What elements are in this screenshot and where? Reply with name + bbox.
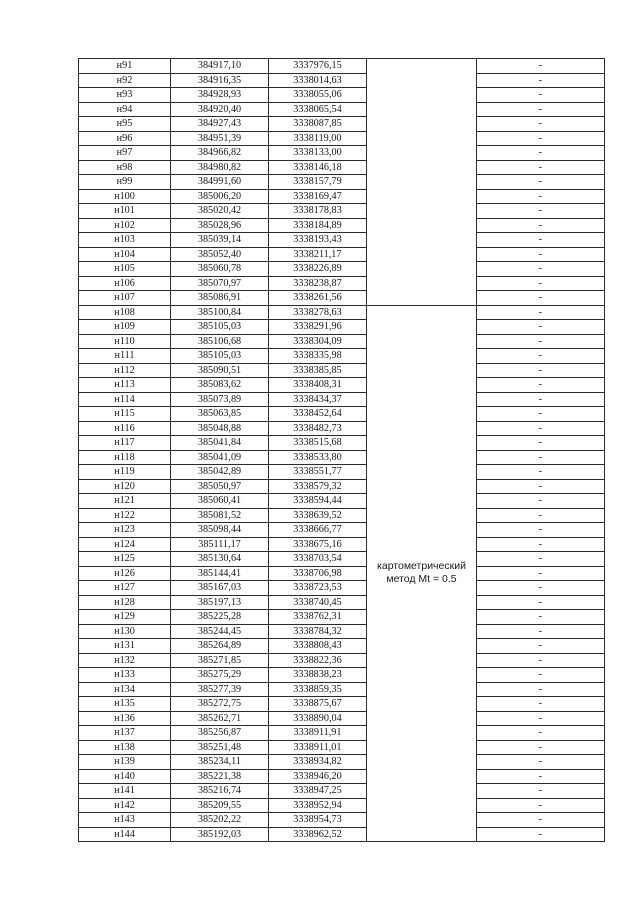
y-coordinate-cell: 3338119,00 — [269, 131, 367, 146]
y-coordinate-cell: 3338639,52 — [269, 508, 367, 523]
table-row — [79, 88, 605, 103]
table-row — [79, 508, 605, 523]
y-coordinate-cell: 3338784,32 — [269, 624, 367, 639]
y-coordinate-cell: 3338238,87 — [269, 276, 367, 291]
table-row — [79, 755, 605, 770]
x-coordinate-cell: 385063,85 — [171, 407, 269, 422]
point-id-cell: н135 — [79, 697, 171, 712]
note-cell: - — [477, 320, 605, 335]
y-coordinate-cell: 3338551,77 — [269, 465, 367, 480]
y-coordinate-cell: 3338261,56 — [269, 291, 367, 306]
point-id-cell: н137 — [79, 726, 171, 741]
y-coordinate-cell: 3338911,91 — [269, 726, 367, 741]
y-coordinate-cell: 3338335,98 — [269, 349, 367, 364]
coordinates-table-body — [79, 59, 605, 842]
table-row — [79, 740, 605, 755]
x-coordinate-cell: 384920,40 — [171, 102, 269, 117]
note-cell: - — [477, 508, 605, 523]
y-coordinate-cell: 3338954,73 — [269, 813, 367, 828]
y-coordinate-cell: 3338740,45 — [269, 595, 367, 610]
point-id-cell: н144 — [79, 827, 171, 842]
y-coordinate-cell: 3338408,31 — [269, 378, 367, 393]
y-coordinate-cell: 3338675,16 — [269, 537, 367, 552]
table-row — [79, 276, 605, 291]
note-cell: - — [477, 117, 605, 132]
x-coordinate-cell: 385106,68 — [171, 334, 269, 349]
note-cell: - — [477, 581, 605, 596]
point-id-cell: н126 — [79, 566, 171, 581]
y-coordinate-cell: 3338055,06 — [269, 88, 367, 103]
table-row — [79, 204, 605, 219]
x-coordinate-cell: 385086,91 — [171, 291, 269, 306]
table-row — [79, 334, 605, 349]
note-cell: - — [477, 233, 605, 248]
x-coordinate-cell: 385083,62 — [171, 378, 269, 393]
point-id-cell: н105 — [79, 262, 171, 277]
note-cell: - — [477, 465, 605, 480]
table-row — [79, 305, 605, 320]
point-id-cell: н103 — [79, 233, 171, 248]
y-coordinate-cell: 3338962,52 — [269, 827, 367, 842]
x-coordinate-cell: 385070,97 — [171, 276, 269, 291]
note-cell: - — [477, 305, 605, 320]
point-id-cell: н133 — [79, 668, 171, 683]
x-coordinate-cell: 385042,89 — [171, 465, 269, 480]
table-row — [79, 697, 605, 712]
x-coordinate-cell: 385073,89 — [171, 392, 269, 407]
note-cell: - — [477, 291, 605, 306]
method-text: метод Mt = 0.5 — [386, 573, 457, 586]
point-id-cell: н121 — [79, 494, 171, 509]
table-row — [79, 711, 605, 726]
x-coordinate-cell: 384928,93 — [171, 88, 269, 103]
method-text: картометрический — [377, 560, 466, 573]
note-cell: - — [477, 784, 605, 799]
point-id-cell: н107 — [79, 291, 171, 306]
y-coordinate-cell: 3338723,53 — [269, 581, 367, 596]
x-coordinate-cell: 385100,84 — [171, 305, 269, 320]
point-id-cell: н140 — [79, 769, 171, 784]
y-coordinate-cell: 3338934,82 — [269, 755, 367, 770]
y-coordinate-cell: 3338184,89 — [269, 218, 367, 233]
x-coordinate-cell: 385050,97 — [171, 479, 269, 494]
point-id-cell: н141 — [79, 784, 171, 799]
y-coordinate-cell: 3338762,31 — [269, 610, 367, 625]
table-row — [79, 479, 605, 494]
table-row — [79, 552, 605, 567]
coordinates-table — [78, 58, 605, 842]
note-cell: - — [477, 262, 605, 277]
note-cell: - — [477, 740, 605, 755]
table-row — [79, 392, 605, 407]
y-coordinate-cell: 3338169,47 — [269, 189, 367, 204]
point-id-cell: н125 — [79, 552, 171, 567]
point-id-cell: н128 — [79, 595, 171, 610]
note-cell: - — [477, 537, 605, 552]
note-cell: - — [477, 682, 605, 697]
point-id-cell: н115 — [79, 407, 171, 422]
table-row — [79, 102, 605, 117]
table-row — [79, 653, 605, 668]
note-cell: - — [477, 102, 605, 117]
point-id-cell: н117 — [79, 436, 171, 451]
point-id-cell: н124 — [79, 537, 171, 552]
note-cell: - — [477, 247, 605, 262]
note-cell: - — [477, 59, 605, 74]
x-coordinate-cell: 385271,85 — [171, 653, 269, 668]
y-coordinate-cell: 3338157,79 — [269, 175, 367, 190]
note-cell: - — [477, 624, 605, 639]
x-coordinate-cell: 385041,09 — [171, 450, 269, 465]
table-row — [79, 595, 605, 610]
y-coordinate-cell: 3338666,77 — [269, 523, 367, 538]
note-cell: - — [477, 813, 605, 828]
x-coordinate-cell: 385225,28 — [171, 610, 269, 625]
note-cell: - — [477, 88, 605, 103]
x-coordinate-cell: 385234,11 — [171, 755, 269, 770]
x-coordinate-cell: 385028,96 — [171, 218, 269, 233]
table-row — [79, 769, 605, 784]
y-coordinate-cell: 3338579,32 — [269, 479, 367, 494]
y-coordinate-cell: 3338434,37 — [269, 392, 367, 407]
x-coordinate-cell: 384966,82 — [171, 146, 269, 161]
note-cell: - — [477, 639, 605, 654]
y-coordinate-cell: 3338911,01 — [269, 740, 367, 755]
point-id-cell: н95 — [79, 117, 171, 132]
y-coordinate-cell: 3338291,96 — [269, 320, 367, 335]
note-cell: - — [477, 711, 605, 726]
y-coordinate-cell: 3338482,73 — [269, 421, 367, 436]
point-id-cell: н98 — [79, 160, 171, 175]
point-id-cell: н97 — [79, 146, 171, 161]
point-id-cell: н111 — [79, 349, 171, 364]
y-coordinate-cell: 3338859,35 — [269, 682, 367, 697]
note-cell: - — [477, 73, 605, 88]
note-cell: - — [477, 798, 605, 813]
x-coordinate-cell: 385251,48 — [171, 740, 269, 755]
table-row — [79, 465, 605, 480]
point-id-cell: н100 — [79, 189, 171, 204]
point-id-cell: н96 — [79, 131, 171, 146]
y-coordinate-cell: 3338822,36 — [269, 653, 367, 668]
table-row — [79, 291, 605, 306]
table-row — [79, 247, 605, 262]
table-row — [79, 537, 605, 552]
method-cell — [367, 59, 477, 306]
point-id-cell: н134 — [79, 682, 171, 697]
table-row — [79, 726, 605, 741]
y-coordinate-cell: 3338087,85 — [269, 117, 367, 132]
x-coordinate-cell: 385060,41 — [171, 494, 269, 509]
x-coordinate-cell: 385006,20 — [171, 189, 269, 204]
table-row — [79, 523, 605, 538]
y-coordinate-cell: 3338952,94 — [269, 798, 367, 813]
point-id-cell: н92 — [79, 73, 171, 88]
x-coordinate-cell: 385202,22 — [171, 813, 269, 828]
table-row — [79, 218, 605, 233]
x-coordinate-cell: 385244,45 — [171, 624, 269, 639]
y-coordinate-cell: 3338385,85 — [269, 363, 367, 378]
table-row — [79, 378, 605, 393]
y-coordinate-cell: 3338703,54 — [269, 552, 367, 567]
point-id-cell: н109 — [79, 320, 171, 335]
point-id-cell: н130 — [79, 624, 171, 639]
y-coordinate-cell: 3338146,18 — [269, 160, 367, 175]
point-id-cell: н106 — [79, 276, 171, 291]
table-row — [79, 175, 605, 190]
point-id-cell: н142 — [79, 798, 171, 813]
point-id-cell: н129 — [79, 610, 171, 625]
note-cell: - — [477, 523, 605, 538]
table-row — [79, 262, 605, 277]
note-cell: - — [477, 160, 605, 175]
point-id-cell: н123 — [79, 523, 171, 538]
table-row — [79, 813, 605, 828]
note-cell: - — [477, 668, 605, 683]
table-row — [79, 450, 605, 465]
point-id-cell: н104 — [79, 247, 171, 262]
y-coordinate-cell: 3338304,09 — [269, 334, 367, 349]
note-cell: - — [477, 421, 605, 436]
table-row — [79, 407, 605, 422]
x-coordinate-cell: 385221,38 — [171, 769, 269, 784]
point-id-cell: н143 — [79, 813, 171, 828]
y-coordinate-cell: 3338533,80 — [269, 450, 367, 465]
point-id-cell: н138 — [79, 740, 171, 755]
x-coordinate-cell: 385256,87 — [171, 726, 269, 741]
table-row — [79, 349, 605, 364]
point-id-cell: н108 — [79, 305, 171, 320]
x-coordinate-cell: 385111,17 — [171, 537, 269, 552]
x-coordinate-cell: 385262,71 — [171, 711, 269, 726]
point-id-cell: н119 — [79, 465, 171, 480]
note-cell: - — [477, 755, 605, 770]
x-coordinate-cell: 385264,89 — [171, 639, 269, 654]
x-coordinate-cell: 385048,88 — [171, 421, 269, 436]
table-row — [79, 73, 605, 88]
y-coordinate-cell: 3338065,54 — [269, 102, 367, 117]
y-coordinate-cell: 3338838,23 — [269, 668, 367, 683]
point-id-cell: н136 — [79, 711, 171, 726]
note-cell: - — [477, 189, 605, 204]
point-id-cell: н93 — [79, 88, 171, 103]
x-coordinate-cell: 385216,74 — [171, 784, 269, 799]
table-row — [79, 421, 605, 436]
y-coordinate-cell: 3338014,63 — [269, 73, 367, 88]
note-cell: - — [477, 436, 605, 451]
note-cell: - — [477, 479, 605, 494]
y-coordinate-cell: 3338133,00 — [269, 146, 367, 161]
x-coordinate-cell: 385090,51 — [171, 363, 269, 378]
table-row — [79, 784, 605, 799]
note-cell: - — [477, 349, 605, 364]
note-cell: - — [477, 769, 605, 784]
x-coordinate-cell: 385039,14 — [171, 233, 269, 248]
point-id-cell: н120 — [79, 479, 171, 494]
table-row — [79, 189, 605, 204]
note-cell: - — [477, 610, 605, 625]
note-cell: - — [477, 276, 605, 291]
y-coordinate-cell: 3338890,04 — [269, 711, 367, 726]
point-id-cell: н139 — [79, 755, 171, 770]
y-coordinate-cell: 3338278,63 — [269, 305, 367, 320]
x-coordinate-cell: 385105,03 — [171, 349, 269, 364]
table-row — [79, 131, 605, 146]
x-coordinate-cell: 385144,41 — [171, 566, 269, 581]
note-cell: - — [477, 334, 605, 349]
table-row — [79, 117, 605, 132]
x-coordinate-cell: 385130,64 — [171, 552, 269, 567]
note-cell: - — [477, 494, 605, 509]
x-coordinate-cell: 385041,84 — [171, 436, 269, 451]
point-id-cell: н94 — [79, 102, 171, 117]
table-row — [79, 682, 605, 697]
table-row — [79, 363, 605, 378]
y-coordinate-cell: 3338946,20 — [269, 769, 367, 784]
point-id-cell: н114 — [79, 392, 171, 407]
note-cell: - — [477, 218, 605, 233]
point-id-cell: н99 — [79, 175, 171, 190]
x-coordinate-cell: 384927,43 — [171, 117, 269, 132]
point-id-cell: н127 — [79, 581, 171, 596]
x-coordinate-cell: 385060,78 — [171, 262, 269, 277]
y-coordinate-cell: 3338211,17 — [269, 247, 367, 262]
point-id-cell: н116 — [79, 421, 171, 436]
note-cell: - — [477, 146, 605, 161]
x-coordinate-cell: 385272,75 — [171, 697, 269, 712]
x-coordinate-cell: 385020,42 — [171, 204, 269, 219]
x-coordinate-cell: 384991,60 — [171, 175, 269, 190]
x-coordinate-cell: 384917,10 — [171, 59, 269, 74]
note-cell: - — [477, 653, 605, 668]
x-coordinate-cell: 385209,55 — [171, 798, 269, 813]
note-cell: - — [477, 450, 605, 465]
x-coordinate-cell: 385098,44 — [171, 523, 269, 538]
table-row — [79, 798, 605, 813]
x-coordinate-cell: 385192,03 — [171, 827, 269, 842]
point-id-cell: н102 — [79, 218, 171, 233]
x-coordinate-cell: 385275,29 — [171, 668, 269, 683]
point-id-cell: н113 — [79, 378, 171, 393]
note-cell: - — [477, 595, 605, 610]
y-coordinate-cell: 3338193,43 — [269, 233, 367, 248]
point-id-cell: н101 — [79, 204, 171, 219]
table-row — [79, 610, 605, 625]
point-id-cell: н110 — [79, 334, 171, 349]
y-coordinate-cell: 3338808,43 — [269, 639, 367, 654]
note-cell: - — [477, 827, 605, 842]
y-coordinate-cell: 3338875,67 — [269, 697, 367, 712]
x-coordinate-cell: 385105,03 — [171, 320, 269, 335]
x-coordinate-cell: 384951,39 — [171, 131, 269, 146]
table-row — [79, 827, 605, 842]
y-coordinate-cell: 3338226,89 — [269, 262, 367, 277]
note-cell: - — [477, 392, 605, 407]
x-coordinate-cell: 385052,40 — [171, 247, 269, 262]
point-id-cell: н131 — [79, 639, 171, 654]
note-cell: - — [477, 552, 605, 567]
x-coordinate-cell: 385197,13 — [171, 595, 269, 610]
x-coordinate-cell: 384916,35 — [171, 73, 269, 88]
table-row — [79, 436, 605, 451]
point-id-cell: н91 — [79, 59, 171, 74]
note-cell: - — [477, 175, 605, 190]
table-row — [79, 233, 605, 248]
note-cell: - — [477, 566, 605, 581]
table-row — [79, 320, 605, 335]
note-cell: - — [477, 131, 605, 146]
table-row — [79, 581, 605, 596]
table-row — [79, 59, 605, 74]
note-cell: - — [477, 726, 605, 741]
point-id-cell: н132 — [79, 653, 171, 668]
y-coordinate-cell: 3338178,83 — [269, 204, 367, 219]
y-coordinate-cell: 3337976,15 — [269, 59, 367, 74]
note-cell: - — [477, 697, 605, 712]
point-id-cell: н118 — [79, 450, 171, 465]
x-coordinate-cell: 385167,03 — [171, 581, 269, 596]
y-coordinate-cell: 3338452,64 — [269, 407, 367, 422]
note-cell: - — [477, 407, 605, 422]
method-cell — [367, 305, 477, 842]
table-row — [79, 160, 605, 175]
x-coordinate-cell: 385277,39 — [171, 682, 269, 697]
x-coordinate-cell: 385081,52 — [171, 508, 269, 523]
point-id-cell: н112 — [79, 363, 171, 378]
table-row — [79, 494, 605, 509]
x-coordinate-cell: 384980,82 — [171, 160, 269, 175]
note-cell: - — [477, 204, 605, 219]
table-row — [79, 146, 605, 161]
point-id-cell: н122 — [79, 508, 171, 523]
table-row — [79, 624, 605, 639]
table-row — [79, 639, 605, 654]
y-coordinate-cell: 3338594,44 — [269, 494, 367, 509]
y-coordinate-cell: 3338706,98 — [269, 566, 367, 581]
table-row — [79, 566, 605, 581]
y-coordinate-cell: 3338515,68 — [269, 436, 367, 451]
note-cell: - — [477, 378, 605, 393]
table-row — [79, 668, 605, 683]
note-cell: - — [477, 363, 605, 378]
y-coordinate-cell: 3338947,25 — [269, 784, 367, 799]
